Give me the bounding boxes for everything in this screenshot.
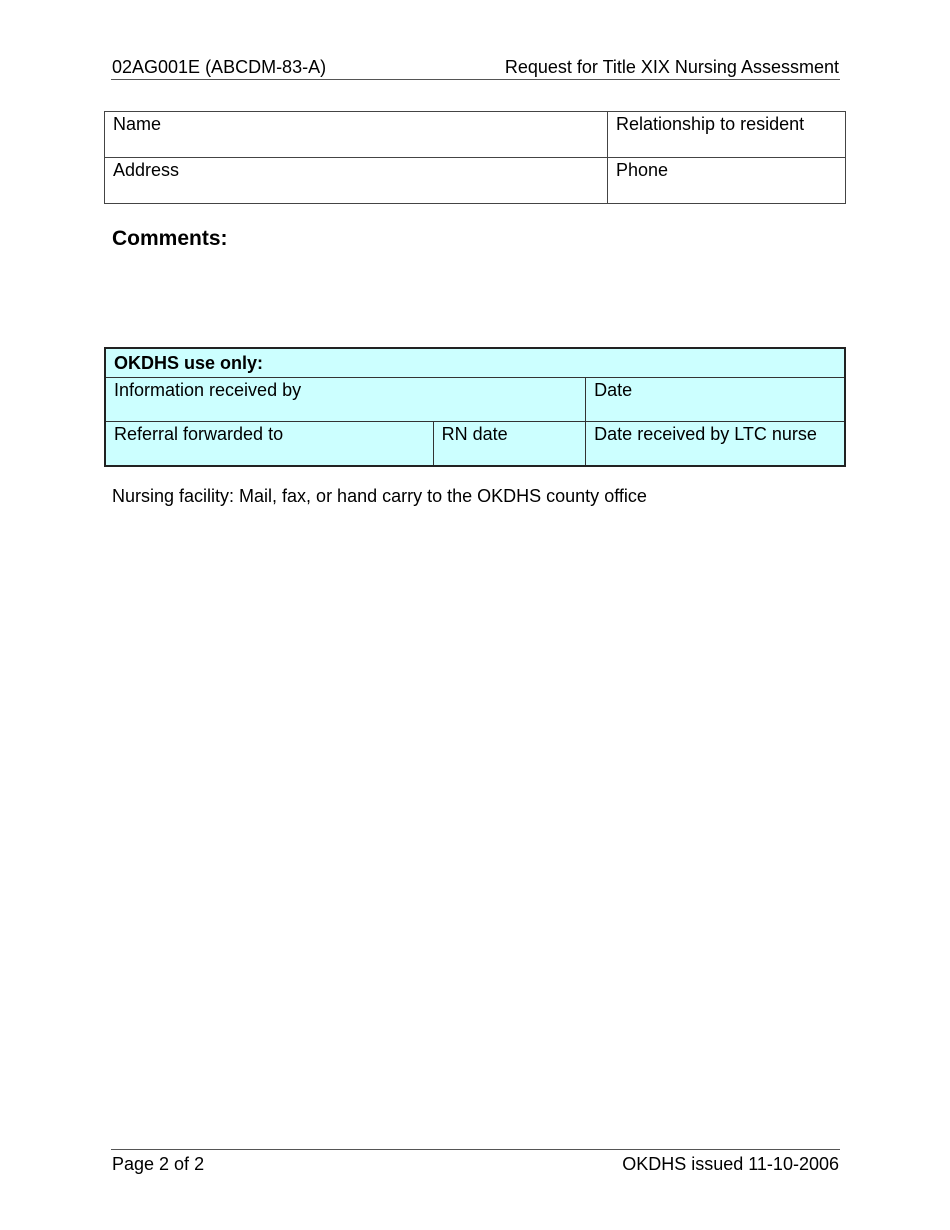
info-received-label: Information received by xyxy=(114,380,302,400)
name-label: Name xyxy=(113,114,162,134)
relationship-label: Relationship to resident xyxy=(616,114,805,134)
okdhs-table-title: OKDHS use only: xyxy=(105,348,845,378)
date-field[interactable] xyxy=(586,378,845,422)
form-title: Request for Title XIX Nursing Assessment xyxy=(504,57,839,77)
info-received-field[interactable] xyxy=(105,378,586,422)
referral-field[interactable] xyxy=(105,422,433,466)
page-number: Page 2 of 2 xyxy=(112,1154,205,1174)
referral-label: Referral forwarded to xyxy=(114,424,284,444)
issued-date: OKDHS issued 11-10-2006 xyxy=(622,1154,839,1174)
address-field[interactable] xyxy=(105,158,608,204)
rn-date-label: RN date xyxy=(441,424,508,444)
page-header xyxy=(111,56,840,80)
okdhs-use-only-table xyxy=(104,347,846,467)
name-field[interactable] xyxy=(105,112,608,158)
comments-heading: Comments: xyxy=(112,227,228,250)
ltc-date-field[interactable] xyxy=(586,422,845,466)
page-footer xyxy=(111,1149,840,1176)
phone-field[interactable] xyxy=(608,158,846,204)
address-label: Address xyxy=(113,160,180,180)
ltc-date-label: Date received by LTC nurse xyxy=(594,424,817,444)
rn-date-field[interactable] xyxy=(433,422,586,466)
date-label: Date xyxy=(594,380,633,400)
relationship-field[interactable] xyxy=(608,112,846,158)
contact-table xyxy=(104,111,846,204)
form-id: 02AG001E (ABCDM-83-A) xyxy=(112,57,327,77)
phone-label: Phone xyxy=(616,160,669,180)
submission-note: Nursing facility: Mail, fax, or hand carry to the OKDHS county office xyxy=(112,486,647,506)
